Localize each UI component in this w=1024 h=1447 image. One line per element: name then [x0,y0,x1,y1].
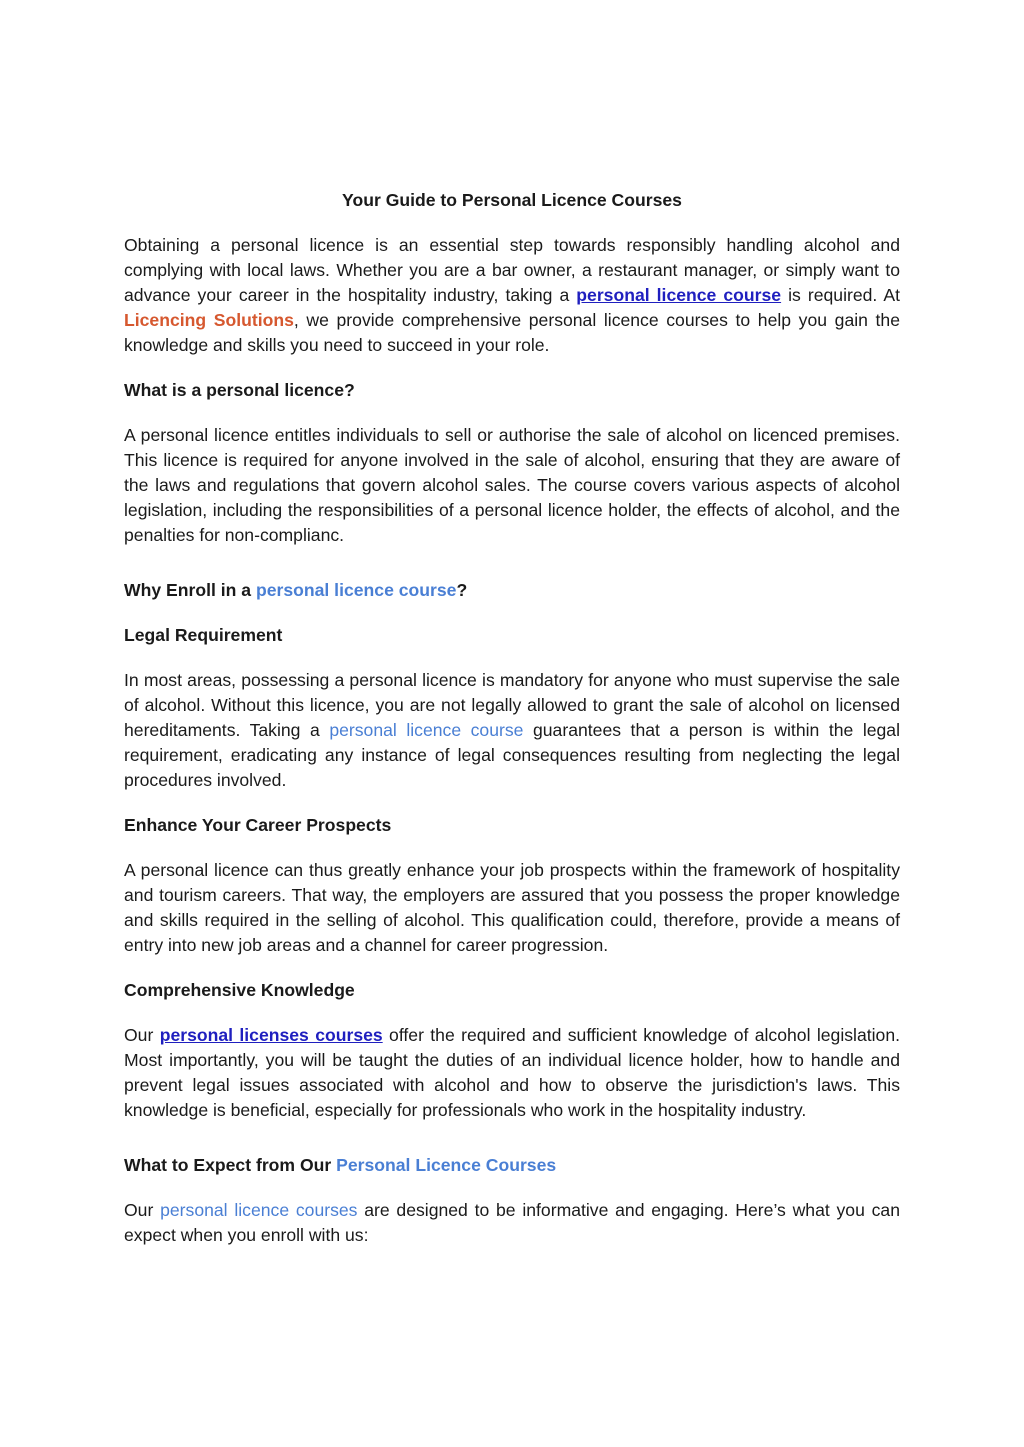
career-prospects-paragraph: A personal licence can thus greatly enhance your job prospects within the framework of hospitality and tourism careers. That way, the employers are assured that you possess the proper knowledge and skills required in the selling of alcohol. This qualification could, therefore, provide a means of entry into new job areas and a channel for career progression. [124,860,900,955]
knowledge-text-1: Our [124,1025,160,1045]
personal-licence-course-link[interactable]: personal licence course [576,285,782,305]
intro-text-1: Obtaining a personal licence is an essential step towards responsibly handling alcohol and complying with local laws. Whether you are a bar owner, a restaurant manager, or simply want to advance your career in the hospitality industry, taking a [124,235,900,305]
why-enroll-heading [124,578,900,603]
comprehensive-knowledge-paragraph [124,1023,900,1123]
personal-licenses-courses-link[interactable]: personal licenses courses [159,1025,383,1045]
intro-text-3: , we provide comprehensive personal licence courses to help you gain the knowledge and skills you need to succeed in your role. [124,310,900,355]
what-is-paragraph: A personal licence entitles individuals to sell or authorise the sale of alcohol on licenced premises. This licence is required for anyone involved in the sale of alcohol, ensuring that they are aware of the laws and regulations that govern alcohol sales. The course covers various aspects of alcohol legislation, including the responsibilities of a personal licence holder, the effects of alcohol, and the penalties for non-complianc. [124,425,900,545]
legal-requirement-paragraph [124,668,900,793]
why-text-1: Why Enroll in a [124,580,256,600]
expect-text-1: What to Expect from Our [124,1155,337,1175]
legal-text-2: guarantees that a person is within the legal requirement, eradicating any instance of legal consequences resulting from neglecting the legal procedures involved. [124,720,901,790]
document-page [124,188,900,1248]
comprehensive-knowledge-heading: Comprehensive Knowledge [124,980,355,1000]
what-to-expect-heading [124,1153,900,1178]
expect-body-personal-licence-courses-link[interactable]: personal licence courses [160,1200,358,1220]
why-text-2: ? [456,580,468,600]
intro-text-2: is required. At [781,285,900,305]
what-to-expect-paragraph [124,1198,900,1248]
career-prospects-heading: Enhance Your Career Prospects [124,815,392,835]
why-personal-licence-course-link[interactable]: personal licence course [255,580,457,600]
what-is-heading: What is a personal licence? [124,380,355,400]
legal-requirement-heading: Legal Requirement [124,625,283,645]
legal-personal-licence-course-link[interactable]: personal licence course [329,720,524,740]
brand-name: Licencing Solutions [124,310,294,330]
expect-body-text-2: are designed to be informative and engaging. Here’s what you can expect when you enroll with us: [124,1200,900,1245]
legal-text-1: In most areas, possessing a personal licence is mandatory for anyone who must supervise the sale of alcohol. Without this licence, you are not legally allowed to grant the sale of alcohol on licensed hereditaments. Taking a [124,670,900,740]
knowledge-text-2: offer the required and sufficient knowledge of alcohol legislation. Most importantly, you will be taught the duties of an individual licence holder, how to handle and prevent legal issues associated with alcohol and how to observe the jurisdiction's laws. This knowledge is beneficial, especially for professionals who work in the hospitality industry. [124,1025,900,1120]
expect-personal-licence-courses-link[interactable]: Personal Licence Courses [336,1155,557,1175]
expect-body-text-1: Our [124,1200,161,1220]
document-title: Your Guide to Personal Licence Courses [342,190,682,210]
intro-paragraph [124,233,900,358]
